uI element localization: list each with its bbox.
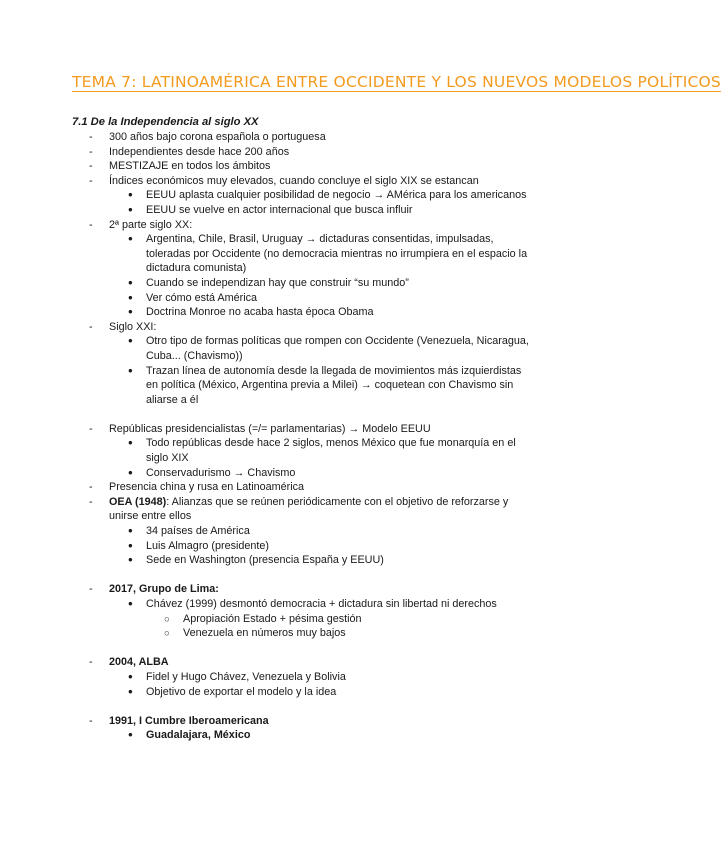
sub-item-text: EEUU se vuelve en actor internacional que busca influir bbox=[146, 203, 413, 216]
item-bold-text: 2004, ALBA bbox=[109, 656, 169, 669]
sub-item-text: Fidel y Hugo Chávez, Venezuela y Bolivia bbox=[146, 670, 346, 683]
item-bold-text: OEA (1948) bbox=[109, 495, 167, 508]
section-heading: 7.1 De la Independencia al siglo XX bbox=[72, 116, 259, 128]
list-item bbox=[72, 130, 532, 145]
sub-sub-item-text: Venezuela en números muy bajos bbox=[183, 627, 346, 640]
sub-item-text: Doctrina Monroe no acaba hasta época Obama bbox=[146, 306, 374, 319]
sub-list-item bbox=[101, 597, 532, 641]
sub-sub-list-item bbox=[138, 612, 532, 627]
sub-list-item bbox=[101, 203, 532, 218]
item-text: Índices económicos muy elevados, cuando concluye el siglo XIX se estancan bbox=[109, 174, 479, 187]
sub-item-text: 34 países de América bbox=[146, 525, 250, 538]
sub-list-item bbox=[101, 524, 532, 539]
sub-sub-item-text: Apropiación Estado + pésima gestión bbox=[183, 612, 362, 625]
sub-item-text: Conservadurismo → Chavismo bbox=[146, 466, 296, 479]
page-title: TEMA 7: LATINOAMÉRICA ENTRE OCCIDENTE Y LOS NUEVOS MODELOS POLÍTICOS bbox=[72, 73, 721, 91]
sub-list-item bbox=[101, 305, 532, 320]
sub-list-item bbox=[101, 364, 532, 408]
sub-item-text: Ver cómo está América bbox=[146, 291, 258, 304]
item-text: 300 años bajo corona española o portuguesa bbox=[109, 131, 326, 143]
item-bold-text: 1991, I Cumbre Iberoamericana bbox=[109, 714, 269, 727]
sub-item-text: Luis Almagro (presidente) bbox=[146, 539, 270, 552]
item-text: 2ª parte siglo XX: bbox=[109, 218, 193, 231]
item-bold-text: 2017, Grupo de Lima: bbox=[109, 583, 219, 596]
sub-list bbox=[109, 436, 532, 480]
sub-list-item bbox=[101, 466, 532, 481]
list-item bbox=[72, 320, 532, 408]
sub-list bbox=[109, 232, 532, 320]
sub-item-text: Objetivo de exportar el modelo y la idea bbox=[146, 685, 337, 698]
sub-item-text: Sede en Washington (presencia España y EEUU) bbox=[146, 554, 384, 567]
sub-sub-list bbox=[146, 612, 532, 641]
item-text: Independientes desde hace 200 años bbox=[109, 145, 290, 158]
sub-list-item bbox=[101, 232, 532, 276]
sub-list-item bbox=[101, 436, 532, 465]
list-item bbox=[72, 145, 532, 160]
sub-list-item bbox=[101, 728, 532, 743]
sub-list-item bbox=[101, 670, 532, 685]
list-item bbox=[72, 655, 532, 699]
list-item bbox=[72, 218, 532, 320]
outline-list bbox=[72, 130, 532, 743]
sub-item-text: Argentina, Chile, Brasil, Uruguay → dictaduras consentidas, impulsadas, toleradas por Occidente (no democracia mientras no irrumpiera en el espacio la dictadura comunista) bbox=[146, 233, 528, 275]
sub-item-text: Chávez (1999) desmontó democracia + dictadura sin libertad ni derechos bbox=[146, 598, 497, 610]
sub-item-text: Otro tipo de formas políticas que rompen con Occidente (Venezuela, Nicaragua, Cuba... (Chavismo)) bbox=[146, 335, 529, 362]
sub-list bbox=[109, 524, 532, 568]
sub-item-text: Todo repúblicas desde hace 2 siglos, menos México que fue monarquía en el siglo XIX bbox=[146, 437, 516, 465]
sub-list-item bbox=[101, 685, 532, 700]
list-item bbox=[72, 159, 532, 174]
sub-item-text: Cuando se independizan hay que construir “su mundo” bbox=[146, 276, 409, 289]
list-item bbox=[72, 480, 532, 495]
list-item bbox=[72, 714, 532, 743]
sub-list bbox=[109, 728, 532, 743]
sub-item-text: Trazan línea de autonomía desde la llegada de movimientos más izquierdistas en política (México, Argentina previa a Milei) → coquetean con Chavismo sin aliarse a él bbox=[146, 364, 522, 406]
item-text: Repúblicas presidencialistas (=/= parlamentarias) → Modelo EEUU bbox=[109, 422, 431, 435]
sub-list-item bbox=[101, 553, 532, 568]
sub-list bbox=[109, 597, 532, 641]
sub-sub-list-item bbox=[138, 626, 532, 641]
sub-item-text: EEUU aplasta cualquier posibilidad de negocio → AMérica para los americanos bbox=[146, 189, 527, 202]
item-text: MESTIZAJE en todos los ámbitos bbox=[109, 160, 271, 173]
sub-item-bold-text: Guadalajara, México bbox=[146, 729, 251, 742]
sub-list bbox=[109, 188, 532, 217]
list-item bbox=[72, 582, 532, 640]
list-item bbox=[72, 495, 532, 568]
sub-list-item bbox=[101, 334, 532, 363]
list-item bbox=[72, 174, 532, 218]
item-text: Siglo XXI: bbox=[109, 320, 157, 333]
sub-list bbox=[109, 670, 532, 699]
sub-list-item bbox=[101, 539, 532, 554]
sub-list bbox=[109, 334, 532, 407]
sub-list-item bbox=[101, 188, 532, 203]
list-item bbox=[72, 422, 532, 480]
outline bbox=[72, 130, 532, 743]
sub-list-item bbox=[101, 291, 532, 306]
sub-list-item bbox=[101, 276, 532, 291]
item-text: : Alianzas que se reúnen periódicamente con el objetivo de reforzarse y unirse entre ellos bbox=[109, 495, 509, 523]
item-text: Presencia china y rusa en Latinoamérica bbox=[109, 481, 305, 494]
